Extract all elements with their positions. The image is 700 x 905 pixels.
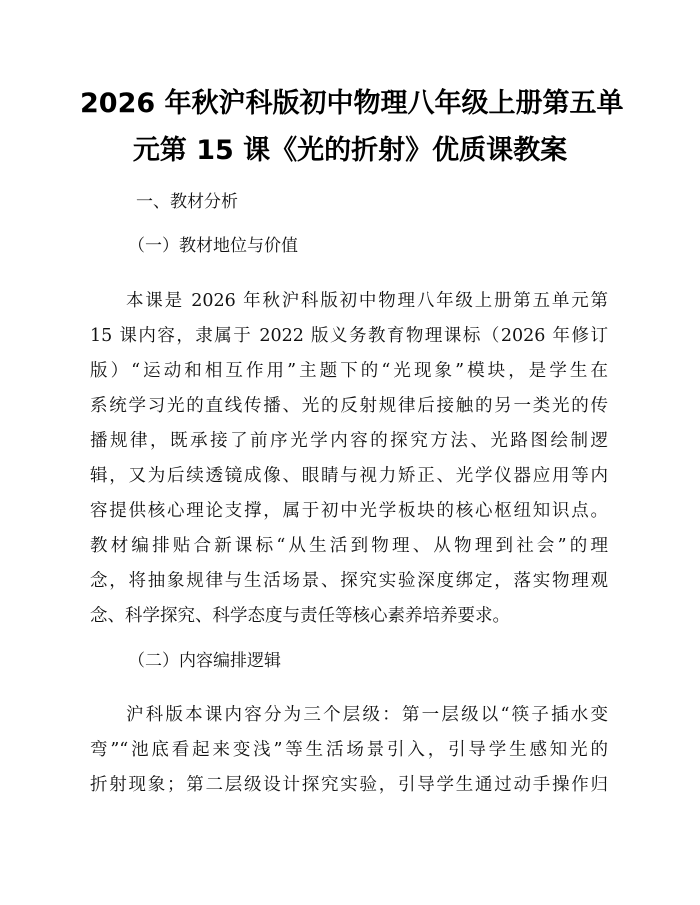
paragraph-1-line-3: 版）“运动和相互作用”主题下的“光现象”模块，是学生在 — [90, 361, 608, 381]
subsection-heading-content-logic: （二）内容编排逻辑 — [128, 651, 281, 671]
paragraph-2-line-1: 沪科版本课内容分为三个层级：第一层级以“筷子插水变 — [126, 705, 608, 725]
subsection-heading-status-value: （一）教材地位与价值 — [128, 236, 298, 256]
paragraph-1-line-7: 容提供核心理论支撑，属于初中光学板块的核心枢纽知识点。 — [90, 501, 608, 521]
paragraph-1-line-4: 系统学习光的直线传播、光的反射规律后接触的另一类光的传 — [90, 396, 608, 416]
paragraph-1-line-5: 播规律，既承接了前序光学内容的探究方法、光路图绘制逻 — [90, 431, 608, 451]
paragraph-1-line-8: 教材编排贴合新课标“从生活到物理、从物理到社会”的理 — [90, 536, 608, 556]
document-title-line-1: 2026 年秋沪科版初中物理八年级上册第五单 — [80, 88, 624, 119]
paragraph-1-line-9: 念，将抽象规律与生活场景、探究实验深度绑定，落实物理观 — [90, 571, 608, 591]
section-heading-textbook-analysis: 一、教材分析 — [136, 192, 238, 212]
paragraph-1-line-6: 辑，又为后续透镜成像、眼睛与视力矫正、光学仪器应用等内 — [90, 466, 608, 486]
paragraph-2-line-2: 弯”“池底看起来变浅”等生活场景引入，引导学生感知光的 — [90, 740, 608, 760]
document-title-line-2: 元第 15 课《光的折射》优质课教案 — [132, 135, 568, 166]
paragraph-1-line-2: 15 课内容，隶属于 2022 版义务教育物理课标（2026 年修订 — [90, 326, 608, 346]
paragraph-1-line-1: 本课是 2026 年秋沪科版初中物理八年级上册第五单元第 — [126, 291, 608, 311]
paragraph-1-line-10: 念、科学探究、科学态度与责任等核心素养培养要求。 — [90, 606, 510, 626]
paragraph-2-line-3: 折射现象；第二层级设计探究实验，引导学生通过动手操作归 — [90, 775, 608, 795]
